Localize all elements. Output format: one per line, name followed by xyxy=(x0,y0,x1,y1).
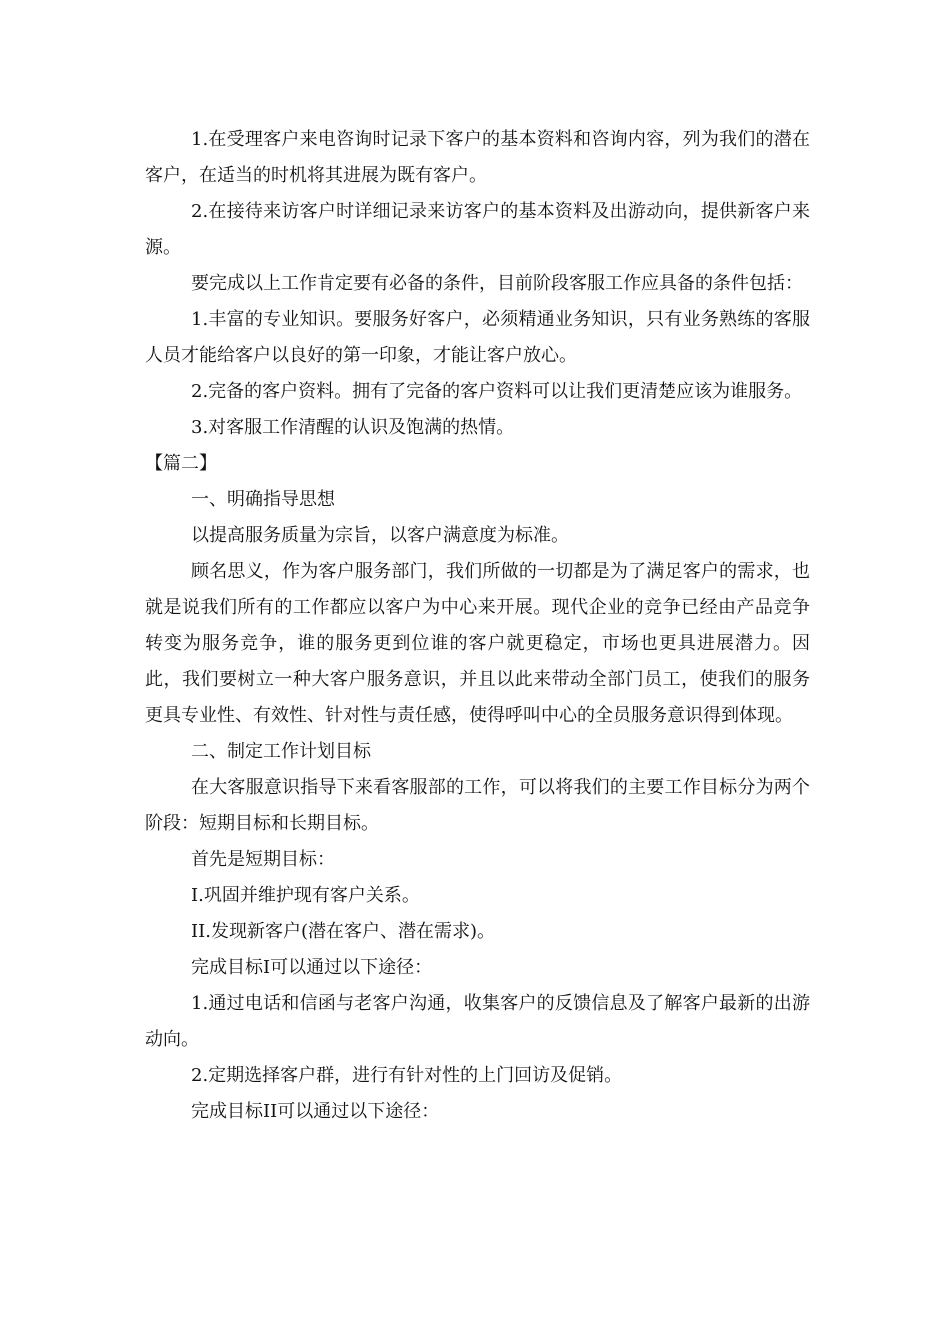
paragraph-service-philosophy: 顾名思义，作为客户服务部门，我们所做的一切都是为了满足客户的需求，也就是说我们所有的工作都应以客户为中心来开展。现代企业的竞争已经由产品竞争转变为服务竞争，谁的服务更到位谁的客户就更稳定，市场也更具进展潜力。因此，我们要树立一种大客户服务意识，并且以此来带动全部门员工，使我们的服务更具专业性、有效性、针对性与责任感，使得呼叫中心的全员服务意识得到体现。 xyxy=(145,561,810,726)
paragraph-condition-knowledge: 1.丰富的专业知识。要服务好客户，必须精通业务知识，只有业务熟练的客服人员才能给客户以良好的第一印象，才能让客户放心。 xyxy=(145,309,810,366)
document-body xyxy=(145,122,810,1130)
paragraph-short-term-intro: 首先是短期目标： xyxy=(191,849,335,870)
paragraph-method-visit: 2.定期选择客户群，进行有针对性的上门回访及促销。 xyxy=(191,1065,623,1086)
paragraph-goal-one-methods: 完成目标I可以通过以下途径： xyxy=(191,957,433,978)
paragraph-method-contact: 1.通过电话和信函与老客户沟通，收集客户的反馈信息及了解客户最新的出游动向。 xyxy=(145,993,810,1050)
paragraph-goal-stages: 在大客服意识指导下来看客服部的工作，可以将我们的主要工作目标分为两个阶段：短期目标和长期目标。 xyxy=(145,777,810,834)
heading-guiding-idea: 一、明确指导思想 xyxy=(191,489,335,510)
paragraph-record-visitor: 2.在接待来访客户时详细记录来访客户的基本资料及出游动向，提供新客户来源。 xyxy=(145,201,810,258)
heading-work-plan-goals: 二、制定工作计划目标 xyxy=(191,741,371,762)
paragraph-goal-two: II.发现新客户(潜在客户、潜在需求)。 xyxy=(191,921,495,942)
paragraph-goal-one: I.巩固并维护现有客户关系。 xyxy=(191,885,420,906)
paragraph-condition-records: 2.完备的客户资料。拥有了完备的客户资料可以让我们更清楚应该为谁服务。 xyxy=(191,381,803,402)
paragraph-conditions-intro: 要完成以上工作肯定要有必备的条件，目前阶段客服工作应具备的条件包括： xyxy=(191,273,803,294)
paragraph-record-inquiry: 1.在受理客户来电咨询时记录下客户的基本资料和咨询内容，列为我们的潜在客户，在适当的时机将其进展为既有客户。 xyxy=(145,129,810,186)
paragraph-purpose: 以提高服务质量为宗旨，以客户满意度为标准。 xyxy=(191,525,569,546)
paragraph-goal-two-methods: 完成目标II可以通过以下途径： xyxy=(191,1101,440,1122)
section-title-part-two: 【篇二】 xyxy=(145,453,217,474)
paragraph-condition-enthusiasm: 3.对客服工作清醒的认识及饱满的热情。 xyxy=(191,417,515,438)
